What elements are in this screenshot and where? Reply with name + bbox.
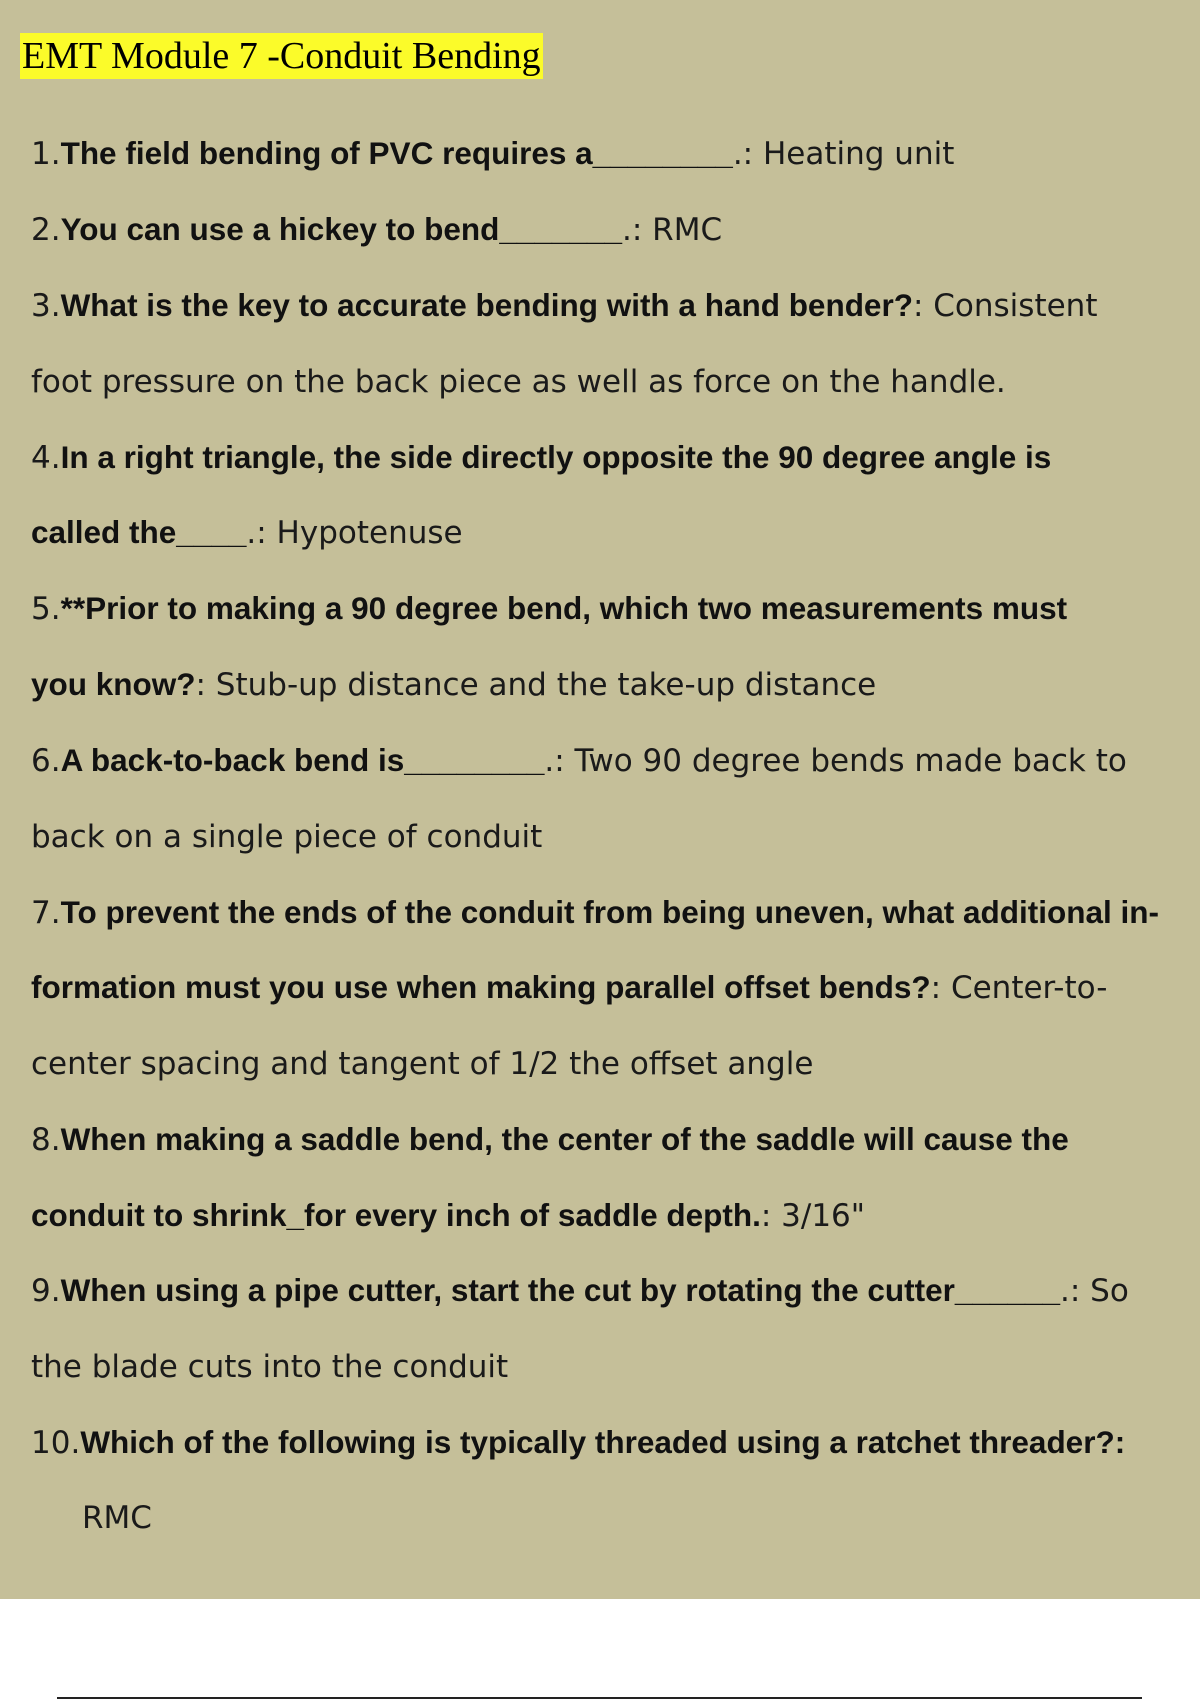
question-text: A back-to-back bend is________ (60, 742, 545, 778)
question-number: 2. (31, 212, 61, 248)
answer-continuation-line (31, 1043, 813, 1084)
question-number: 1. (31, 136, 61, 172)
answer-text: .: Heating unit (732, 136, 955, 172)
question-line (31, 740, 1127, 781)
question-line (31, 437, 1051, 478)
question-line (31, 892, 1159, 933)
question-text: In a right triangle, the side directly opposite the 90 degree angle is (60, 439, 1052, 475)
question-line (31, 1270, 1129, 1311)
question-number: 8. (31, 1122, 61, 1158)
answer-text: .: So (1060, 1273, 1129, 1309)
page-title: EMT Module 7 -Conduit Bending (22, 35, 541, 77)
question-text: You can use a hickey to bend_______ (60, 211, 622, 247)
answer-text: back on a single piece of conduit (31, 819, 543, 855)
question-text: conduit to shrink_for every inch of saddle depth. (31, 1197, 761, 1233)
answer-text: .: Hypotenuse (246, 515, 463, 551)
answer-text: : Stub-up distance and the take-up distance (195, 667, 877, 703)
question-number: 6. (31, 743, 61, 779)
answer-text: .: RMC (622, 212, 723, 248)
question-continuation-line (31, 967, 1107, 1008)
question-number: 9. (31, 1273, 61, 1309)
answer-text: : Center-to- (930, 970, 1108, 1006)
question-text: When making a saddle bend, the center of the saddle will cause the (60, 1121, 1069, 1157)
answer-text: RMC (82, 1500, 152, 1536)
answer-text: the blade cuts into the conduit (31, 1349, 509, 1385)
answer-text: : Consistent (912, 288, 1098, 324)
question-line (31, 133, 954, 174)
answer-text: foot pressure on the back piece as well as force on the handle. (31, 364, 1006, 400)
answer-continuation-line (31, 816, 542, 857)
question-number: 7. (31, 895, 61, 931)
question-text: When using a pipe cutter, start the cut by rotating the cutter______ (60, 1272, 1061, 1308)
question-number: 10. (31, 1425, 81, 1461)
answer-text: center spacing and tangent of 1/2 the offset angle (31, 1046, 814, 1082)
question-line (31, 588, 1067, 629)
question-text: **Prior to making a 90 degree bend, which two measurements must (60, 590, 1068, 626)
question-continuation-line (31, 1195, 865, 1236)
question-text: called the____ (31, 514, 247, 550)
answer-text: .: Two 90 degree bends made back to (544, 743, 1127, 779)
question-line (31, 209, 722, 250)
answer-continuation-line (31, 1346, 508, 1387)
question-continuation-line (31, 512, 463, 553)
question-text: To prevent the ends of the conduit from being uneven, what additional in- (60, 894, 1160, 930)
question-text: The field bending of PVC requires a________ (60, 135, 733, 171)
question-text: formation must you use when making parallel offset bends? (31, 969, 931, 1005)
answer-text: : 3/16" (760, 1198, 866, 1234)
question-number: 5. (31, 591, 61, 627)
question-text: you know? (31, 666, 196, 702)
question-text: What is the key to accurate bending with a hand bender? (60, 287, 913, 323)
question-number: 3. (31, 288, 61, 324)
question-number: 4. (31, 440, 61, 476)
page-footer-rule (57, 1697, 1142, 1699)
question-text: Which of the following is typically threaded using a ratchet threader?: (80, 1424, 1126, 1460)
question-continuation-line (31, 664, 876, 705)
question-line (31, 1422, 1125, 1463)
question-line (31, 285, 1097, 326)
question-line (31, 1119, 1069, 1160)
answer-continuation-line (82, 1497, 152, 1538)
answer-continuation-line (31, 361, 1006, 402)
